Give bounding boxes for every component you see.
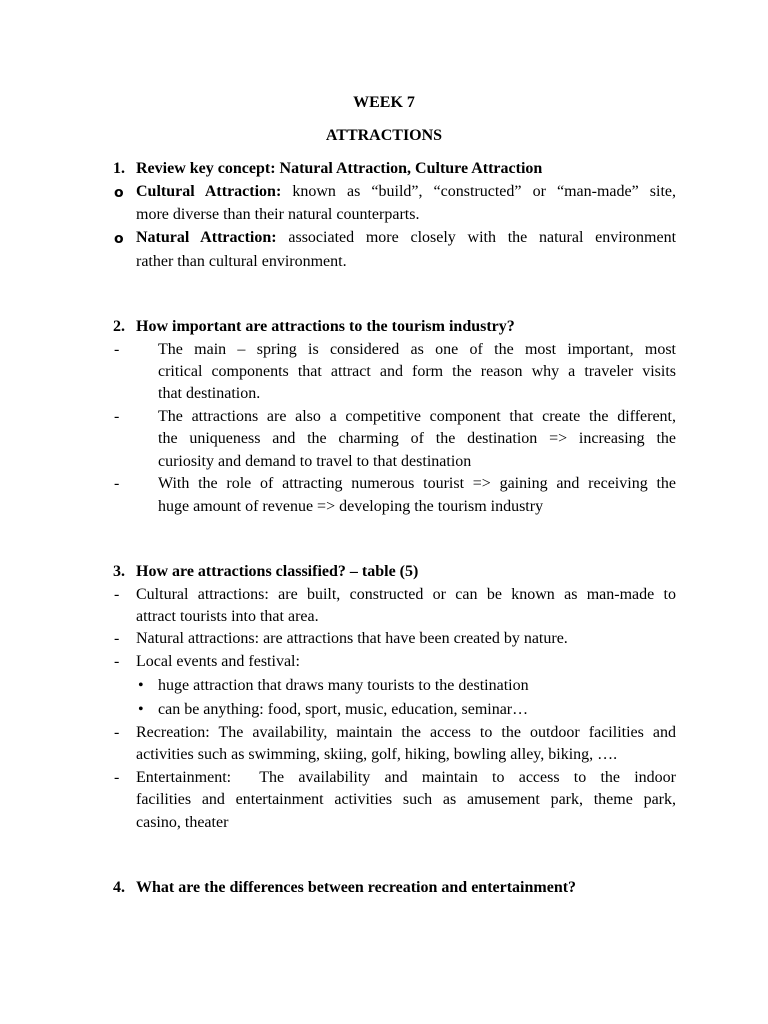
dash-bullet-icon: - (114, 724, 120, 741)
class-natural-line-1: Natural attractions: are attractions that have been created by nature. (136, 630, 568, 647)
dash-bullet-icon: - (114, 475, 120, 492)
class-events-line-1: Local events and festival: (136, 653, 300, 670)
importance-item-2-line-1: The attractions are also a competitive component that create the different, (158, 408, 676, 425)
section-4-number: 4. (113, 879, 125, 896)
natural-attraction-text-1: associated more closely with the natural environment (288, 229, 677, 246)
importance-item-3-line-1: With the role of attracting numerous tourist => gaining and receiving the (158, 475, 676, 492)
class-events-sub-2: can be anything: food, sport, music, education, seminar… (158, 701, 529, 718)
class-entertainment-line-2: facilities and entertainment activities such as amusement park, theme park, (136, 791, 676, 808)
class-cultural-line-2: attract tourists into that area. (136, 608, 319, 625)
dot-bullet-icon: • (138, 677, 144, 694)
section-2-number: 2. (113, 318, 125, 335)
dot-bullet-icon: • (138, 701, 144, 718)
natural-attraction-line-1 (136, 227, 676, 249)
page-title: ATTRACTIONS (325, 127, 443, 144)
importance-item-2-line-3: curiosity and demand to travel to that destination (158, 453, 472, 470)
section-3-question: How are attractions classified? – table (5) (136, 563, 419, 580)
circle-bullet-icon: o (114, 231, 124, 247)
class-events-sub-1: huge attraction that draws many tourists to the destination (158, 677, 529, 694)
class-recreation-line-1: Recreation: The availability, maintain the access to the outdoor facilities and (136, 724, 676, 741)
dash-bullet-icon: - (114, 630, 120, 647)
dash-bullet-icon: - (114, 586, 120, 603)
week-heading: WEEK 7 (353, 94, 415, 111)
natural-attraction-label: Natural Attraction: (136, 229, 277, 246)
cultural-attraction-line-2: more diverse than their natural counterparts. (136, 206, 420, 223)
importance-item-3-line-2: huge amount of revenue => developing the tourism industry (158, 498, 544, 515)
importance-item-1-line-1: The main – spring is considered as one of the most important, most (158, 341, 676, 358)
class-cultural-line-1: Cultural attractions: are built, constructed or can be known as man-made to (136, 586, 676, 603)
section-2-question: How important are attractions to the tourism industry? (136, 318, 515, 335)
section-1-number: 1. (113, 160, 125, 177)
class-entertainment-line-3: casino, theater (136, 814, 229, 831)
section-3-number: 3. (113, 563, 125, 580)
importance-item-1-line-2: critical components that attract and form the reason why a traveler visits (158, 363, 676, 380)
dash-bullet-icon: - (114, 769, 120, 786)
cultural-attraction-line-1 (136, 181, 676, 203)
dash-bullet-icon: - (114, 653, 120, 670)
section-4-question: What are the differences between recreation and entertainment? (136, 879, 577, 896)
cultural-attraction-text-1: known as “build”, “constructed” or “man-made” site, (292, 183, 677, 200)
natural-attraction-line-2: rather than cultural environment. (136, 253, 347, 270)
importance-item-2-line-2: the uniqueness and the charming of the destination => increasing the (158, 430, 676, 447)
section-1-question: Review key concept: Natural Attraction, Culture Attraction (136, 160, 543, 177)
dash-bullet-icon: - (114, 341, 120, 358)
dash-bullet-icon: - (114, 408, 120, 425)
importance-item-1-line-3: that destination. (158, 385, 261, 402)
class-recreation-line-2: activities such as swimming, skiing, golf, hiking, bowling alley, biking, …. (136, 746, 618, 763)
circle-bullet-icon: o (114, 185, 124, 201)
cultural-attraction-label: Cultural Attraction: (136, 183, 282, 200)
class-entertainment-line-1: Entertainment: The availability and maintain to access to the indoor (136, 769, 676, 786)
